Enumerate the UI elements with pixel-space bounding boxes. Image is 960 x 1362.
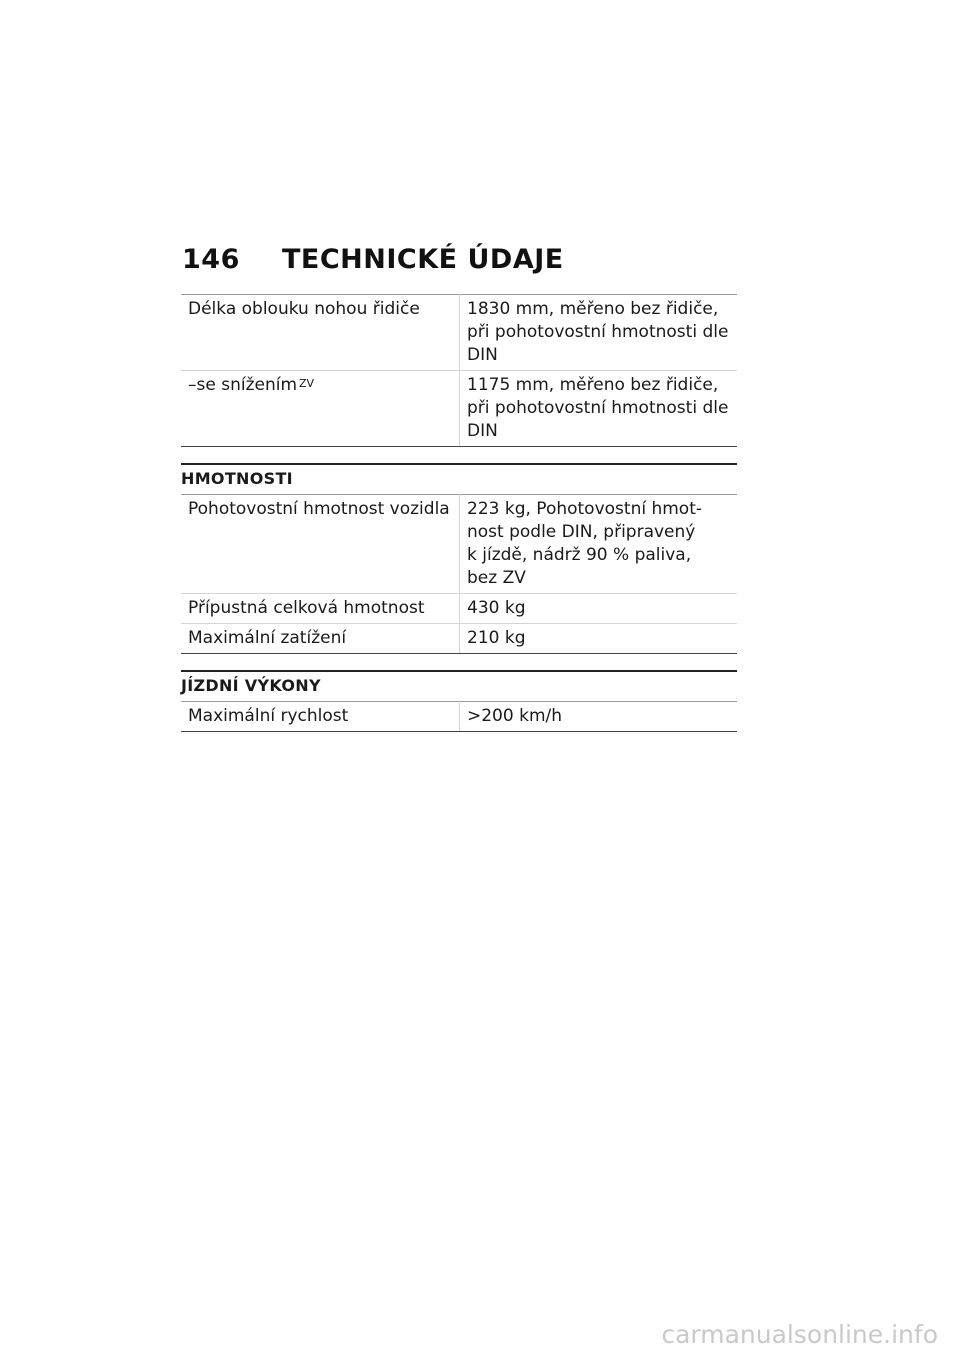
watermark: carmanualsonline.info [661, 1320, 938, 1349]
page-number: 146 [182, 244, 240, 275]
table-row [181, 702, 737, 732]
row-value: 210 kg [460, 624, 738, 654]
section-title-performance: JÍZDNÍ VÝKONY [181, 670, 737, 701]
row-value: 1830 mm, měřeno bez řidiče, při pohotovostní hmotnosti dle DIN [460, 295, 738, 371]
row-value: 1175 mm, měřeno bez řidiče, při pohotovostní hmotnosti dle DIN [460, 371, 738, 447]
row-label: Maximální zatížení [181, 624, 460, 654]
table-row [181, 295, 737, 371]
spec-table-dimensions [181, 294, 737, 447]
spec-table-performance [181, 701, 737, 732]
row-value: 223 kg, Pohotovostní hmot- nost podle DIN, připravený k jízdě, nádrž 90 % paliva, bez ZV [460, 495, 738, 594]
row-label: Délka oblouku nohou řidiče [181, 295, 460, 371]
content [181, 294, 737, 732]
table-row [181, 495, 737, 594]
row-label: Maximální rychlost [181, 702, 460, 732]
page-title: TECHNICKÉ ÚDAJE [282, 244, 564, 275]
row-label: –se snížením $^{ZV}$ [181, 371, 460, 447]
superscript: ZV [299, 377, 315, 390]
section-title-weights: HMOTNOSTI [181, 463, 737, 494]
row-label: Přípustná celková hmotnost [181, 594, 460, 624]
page-header [182, 244, 564, 275]
row-value: >200 km/h [460, 702, 738, 732]
row-label: Pohotovostní hmotnost vozidla [181, 495, 460, 594]
table-row [181, 624, 737, 654]
table-row [181, 371, 737, 447]
row-value: 430 kg [460, 594, 738, 624]
spec-table-weights [181, 494, 737, 654]
table-row [181, 594, 737, 624]
